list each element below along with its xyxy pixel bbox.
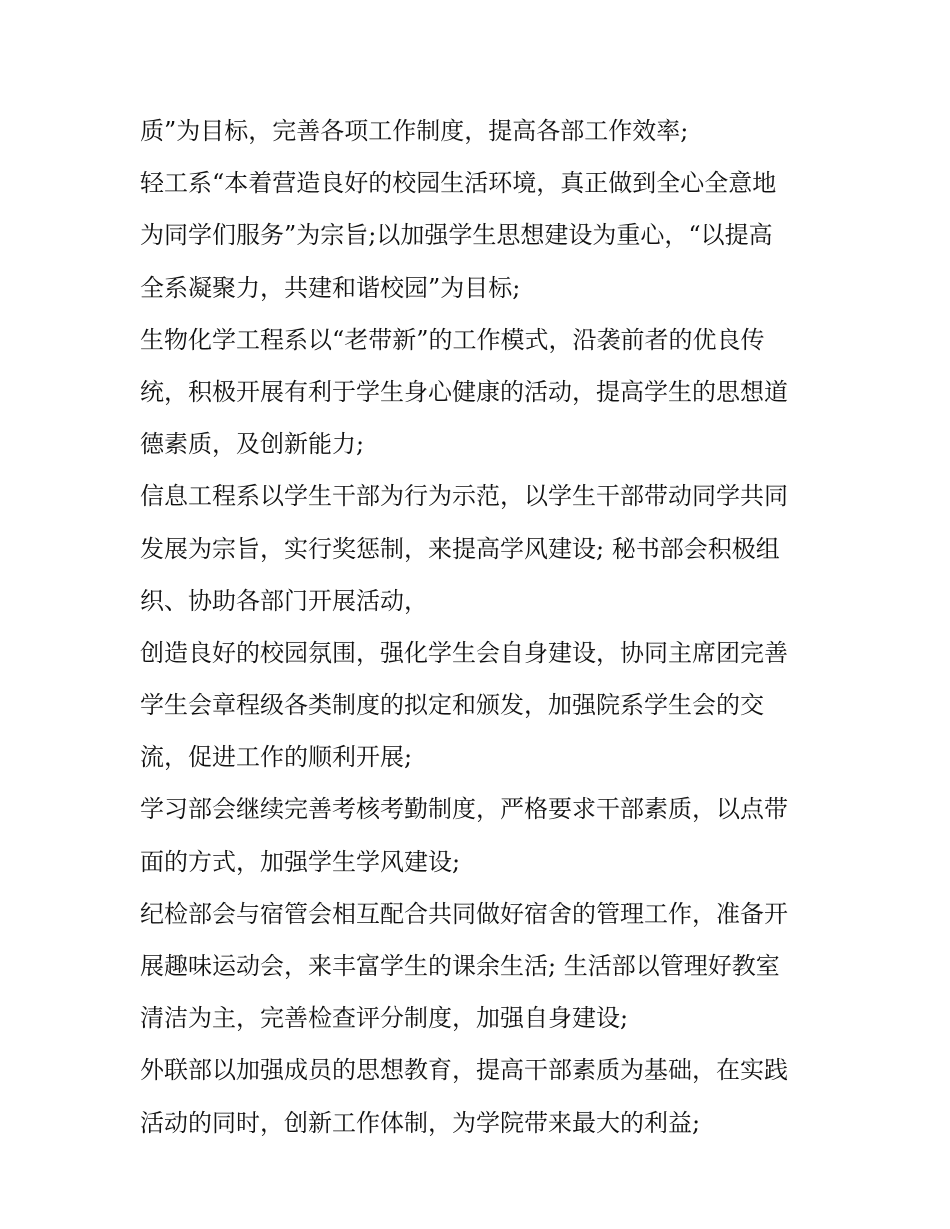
text-line: 学习部会继续完善考核考勤制度，严格要求干部素质，以点带 <box>140 795 788 824</box>
text-line: 流，促进工作的顺利开展; <box>140 743 413 772</box>
text-line: 信息工程系以学生干部为行为示范，以学生干部带动同学共同 <box>140 482 788 511</box>
text-line: 面的方式，加强学生学风建设; <box>140 847 461 876</box>
text-line: 织、协助各部门开展活动， <box>140 586 428 615</box>
text-line: 外联部以加强成员的思想教育，提高干部素质为基础，在实践 <box>140 1056 788 1085</box>
body-text <box>140 105 830 1149</box>
text-line: 创造良好的校园氛围，强化学生会自身建设，协同主席团完善 <box>140 638 788 667</box>
text-line: 活动的同时，创新工作体制，为学院带来最大的利益; <box>140 1108 701 1137</box>
text-line: 质”为目标，完善各项工作制度，提高各部工作效率; <box>140 117 689 145</box>
text-line: 展趣味运动会，来丰富学生的课余生活; 生活部以管理好教室 <box>140 952 780 980</box>
text-line: 发展为宗旨，实行奖惩制，来提高学风建设; 秘书部会积极组 <box>140 534 780 563</box>
text-line: 纪检部会与宿管会相互配合共同做好宿舍的管理工作，准备开 <box>140 899 788 928</box>
text-line: 为同学们服务”为宗旨;以加强学生思想建设为重心，“以提高 <box>140 221 773 250</box>
text-line: 学生会章程级各类制度的拟定和颁发，加强院系学生会的交 <box>140 691 764 720</box>
text-line: 全系凝聚力，共建和谐校园”为目标; <box>140 273 521 302</box>
text-line: 生物化学工程系以“老带新”的工作模式，沿袭前者的优良传 <box>140 325 765 354</box>
text-line: 德素质，及创新能力; <box>140 430 365 459</box>
text-line: 统，积极开展有利于学生身心健康的活动，提高学生的思想道 <box>140 377 788 406</box>
text-line: 轻工系“本着营造良好的校园生活环境，真正做到全心全意地 <box>140 169 777 198</box>
text-line: 清洁为主，完善检查评分制度，加强自身建设; <box>140 1004 629 1033</box>
